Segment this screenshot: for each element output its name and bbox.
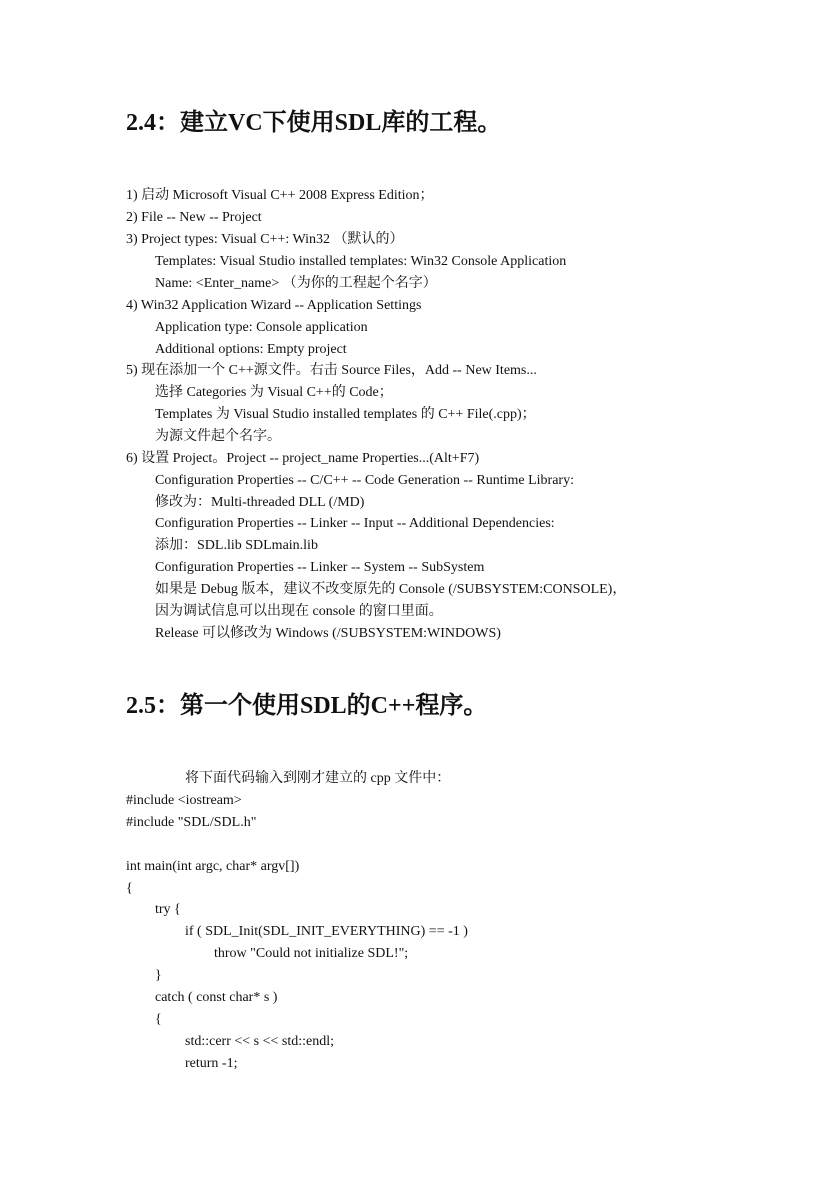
section-heading-2-5: 2.5：第一个使用SDL的C++程序。 [126, 693, 488, 719]
step-detail-line: Templates: Visual Studio installed templates: Win32 Console Application [155, 254, 567, 269]
step-detail-line: Templates 为 Visual Studio installed templates 的 C++ File(.cpp)； [155, 407, 536, 422]
code-line: throw "Could not initialize SDL!"; [214, 946, 409, 961]
code-line: #include <iostream> [126, 793, 242, 808]
step-line: 4) Win32 Application Wizard -- Application Settings [126, 298, 422, 313]
code-line: #include "SDL/SDL.h" [126, 815, 257, 830]
code-line: if ( SDL_Init(SDL_INIT_EVERYTHING) == -1 ) [185, 924, 468, 939]
step-detail-line: Additional options: Empty project [155, 342, 347, 357]
step-detail-line: Configuration Properties -- C/C++ -- Code Generation -- Runtime Library: [155, 473, 574, 488]
step-detail-line: 因为调试信息可以出现在 console 的窗口里面。 [155, 604, 443, 619]
code-line: { [155, 1012, 162, 1027]
step-detail-line: Release 可以修改为 Windows (/SUBSYSTEM:WINDOWS) [155, 626, 501, 641]
code-line: return -1; [185, 1056, 238, 1071]
code-line: std::cerr << s << std::endl; [185, 1034, 335, 1049]
step-detail-line: 选择 Categories 为 Visual C++的 Code； [155, 385, 393, 400]
step-detail-line: 为源文件起个名字。 [155, 429, 281, 444]
step-detail-line: Name: <Enter_name> （为你的工程起个名字） [155, 276, 437, 291]
step-line: 2) File -- New -- Project [126, 210, 262, 225]
step-detail-line: Application type: Console application [155, 320, 368, 335]
step-detail-line: 如果是 Debug 版本，建议不改变原先的 Console (/SUBSYSTEM:CONSOLE)， [155, 582, 627, 597]
step-detail-line: 修改为：Multi-threaded DLL (/MD) [155, 495, 365, 510]
step-line: 1) 启动 Microsoft Visual C++ 2008 Express Edition； [126, 188, 434, 203]
code-line: try { [155, 902, 181, 917]
intro-line: 将下面代码输入到刚才建立的 cpp 文件中： [185, 771, 451, 786]
code-line: int main(int argc, char* argv[]) [126, 859, 300, 874]
step-line: 6) 设置 Project。Project -- project_name Properties...(Alt+F7) [126, 451, 480, 466]
code-line: } [155, 968, 162, 983]
step-detail-line: Configuration Properties -- Linker -- Input -- Additional Dependencies: [155, 516, 555, 531]
step-line: 3) Project types: Visual C++: Win32 （默认的） [126, 232, 404, 247]
step-detail-line: 添加：SDL.lib SDLmain.lib [155, 538, 318, 553]
code-line: catch ( const char* s ) [155, 990, 278, 1005]
code-line: { [126, 881, 133, 896]
step-line: 5) 现在添加一个 C++源文件。右击 Source Files，Add -- New Items... [126, 363, 537, 378]
section-heading-2-4: 2.4：建立VC下使用SDL库的工程。 [126, 110, 502, 136]
step-detail-line: Configuration Properties -- Linker -- System -- SubSystem [155, 560, 485, 575]
